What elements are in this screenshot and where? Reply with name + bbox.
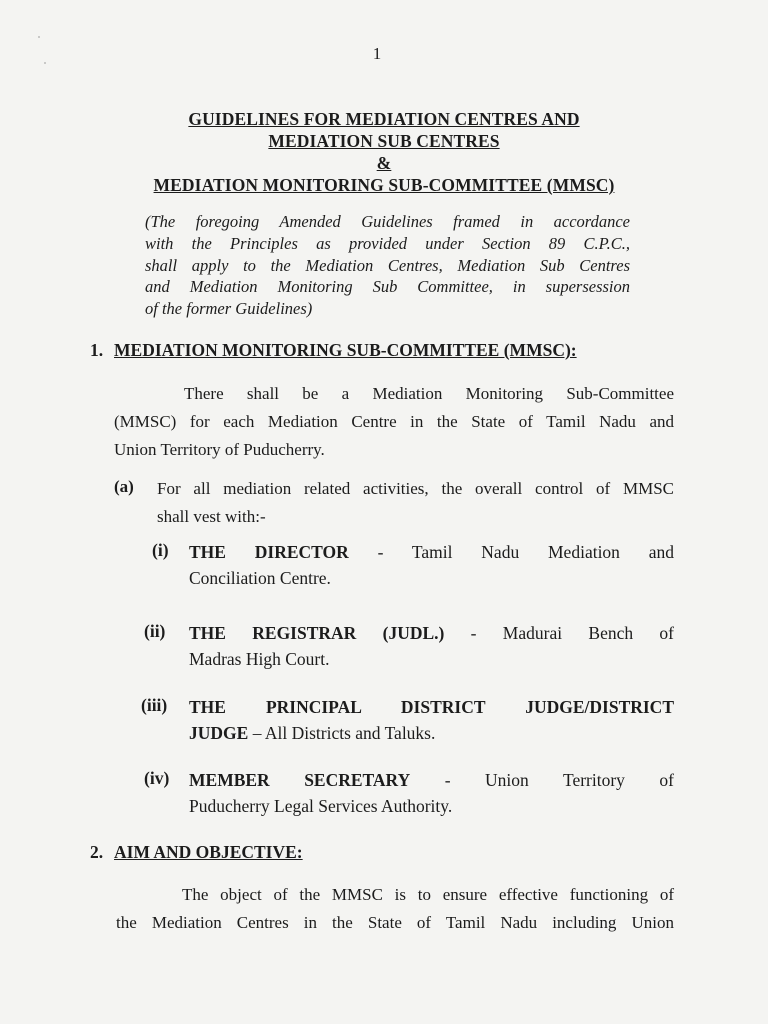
paragraph-line: shall vest with:- bbox=[157, 507, 266, 526]
item-i bbox=[189, 539, 674, 591]
preamble-line: shall apply to the Mediation Centres, Mediation Sub Centres bbox=[145, 255, 630, 275]
paragraph-line: Union Territory of Puducherry. bbox=[114, 440, 325, 459]
section-1-heading bbox=[90, 340, 650, 364]
item-iv-title: MEMBER SECRETARY bbox=[189, 770, 411, 790]
section-2-paragraph bbox=[116, 881, 674, 937]
preamble-line: and Mediation Monitoring Sub Committee, in supersession bbox=[145, 277, 630, 297]
item-i-desc-line-2: Conciliation Centre. bbox=[189, 568, 331, 588]
paragraph-line: For all mediation related activities, the overall control of MMSC bbox=[157, 479, 674, 498]
item-i-marker: (i) bbox=[152, 540, 169, 560]
section-1-number: 1. bbox=[90, 340, 104, 360]
item-iv-marker: (iv) bbox=[144, 768, 170, 788]
sub-item-a-marker: (a) bbox=[114, 477, 134, 496]
paragraph-line: There shall be a Mediation Monitoring Sub-Committee bbox=[184, 384, 674, 403]
section-2-number: 2. bbox=[90, 842, 104, 862]
preamble bbox=[145, 211, 630, 320]
paragraph-line: The object of the MMSC is to ensure effective functioning of bbox=[182, 885, 674, 904]
title-line-2: MEDIATION SUB CENTRES bbox=[268, 131, 500, 151]
preamble-line: (The foregoing Amended Guidelines framed in accordance bbox=[145, 212, 630, 231]
page-number: 1 bbox=[372, 44, 382, 63]
title-line-1: GUIDELINES FOR MEDIATION CENTRES AND bbox=[188, 109, 580, 129]
section-1-paragraph bbox=[114, 380, 674, 464]
scan-speck bbox=[44, 62, 46, 64]
preamble-line: of the former Guidelines) bbox=[145, 299, 313, 319]
item-ii-marker: (ii) bbox=[144, 621, 166, 641]
section-2-title: AIM AND OBJECTIVE: bbox=[114, 842, 303, 862]
item-i-desc: - Tamil Nadu Mediation and bbox=[348, 542, 675, 562]
item-iv-desc-line-2: Puducherry Legal Services Authority. bbox=[189, 796, 453, 816]
item-ii-desc-line-2: Madras High Court. bbox=[189, 649, 330, 669]
item-ii bbox=[189, 620, 674, 672]
paragraph-line: (MMSC) for each Mediation Centre in the State of Tamil Nadu and bbox=[114, 412, 674, 431]
title-line-3: & bbox=[376, 153, 392, 173]
item-iii-marker: (iii) bbox=[141, 695, 168, 715]
item-iv bbox=[189, 767, 674, 819]
paragraph-line: the Mediation Centres in the State of Tamil Nadu including Union bbox=[116, 913, 674, 932]
item-i-title: THE DIRECTOR bbox=[189, 542, 349, 562]
item-ii-title: THE REGISTRAR (JUDL.) bbox=[189, 623, 445, 643]
section-1-title: MEDIATION MONITORING SUB-COMMITTEE (MMSC): bbox=[114, 340, 577, 360]
item-iii-desc: – All Districts and Taluks. bbox=[248, 723, 436, 743]
item-iii-title-line-2: JUDGE bbox=[189, 723, 249, 743]
scan-speck bbox=[38, 36, 40, 38]
preamble-line: with the Principles as provided under Section 89 C.P.C., bbox=[145, 233, 630, 253]
title-line-4: MEDIATION MONITORING SUB-COMMITTEE (MMSC) bbox=[153, 175, 615, 195]
sub-item-a-text bbox=[157, 475, 674, 531]
section-2-heading bbox=[90, 842, 650, 866]
item-iii bbox=[189, 694, 674, 746]
item-iii-title: THE PRINCIPAL DISTRICT JUDGE/DISTRICT bbox=[189, 697, 674, 717]
item-iv-desc: - Union Territory of bbox=[410, 770, 674, 790]
item-ii-desc: - Madurai Bench of bbox=[444, 623, 674, 643]
